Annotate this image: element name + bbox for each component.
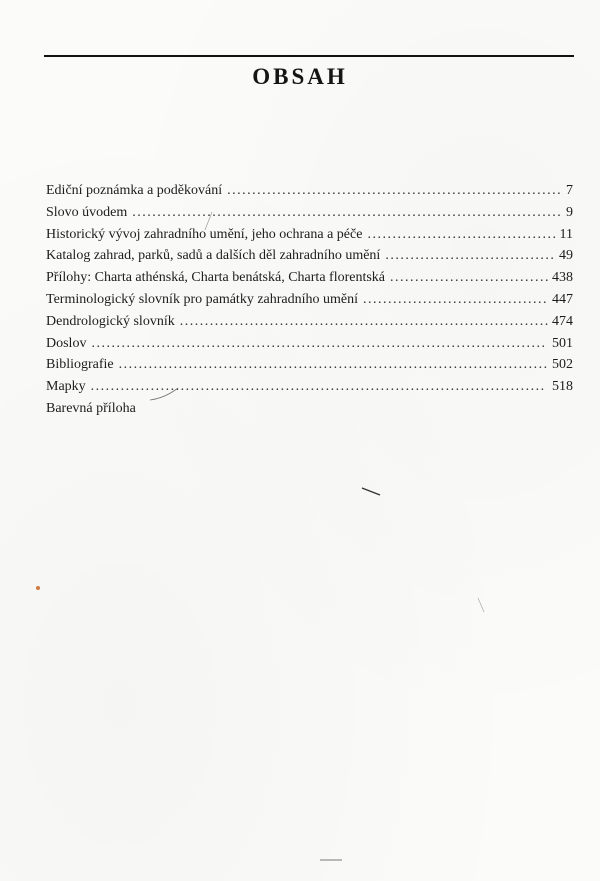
toc-entry-page: 501	[552, 335, 573, 351]
toc-dot-leader	[91, 333, 548, 355]
toc-entry[interactable]	[46, 180, 573, 202]
toc-entry-title: Katalog zahrad, parků, sadů a dalších děl zahradního umění	[46, 248, 381, 264]
toc-entry-page: 49	[559, 248, 573, 264]
toc-entry-title: Slovo úvodem	[46, 204, 128, 220]
toc-dot-leader	[367, 224, 555, 246]
toc-entry-title: Bibliografie	[46, 357, 114, 373]
toc-entry-title: Přílohy: Charta athénská, Charta benátská, Charta florentská	[46, 270, 386, 286]
toc-entry-title: Dendrologický slovník	[46, 313, 175, 329]
toc-dot-leader	[119, 354, 548, 376]
toc-entry[interactable]	[46, 311, 573, 333]
toc-entry-title: Terminologický slovník pro památky zahradního umění	[46, 291, 359, 307]
toc-entry[interactable]	[46, 398, 573, 420]
table-of-contents	[46, 180, 573, 420]
page-title: OBSAH	[252, 64, 348, 89]
toc-entry-page: 447	[552, 291, 573, 307]
toc-entry[interactable]	[46, 267, 573, 289]
toc-entry-title: Ediční poznámka a poděkování	[46, 183, 223, 198]
toc-entry-page: 11	[559, 226, 573, 242]
toc-entry-title: Historický vývoj zahradního umění, jeho ochrana a péče	[46, 226, 363, 242]
toc-entry-page: 474	[552, 313, 573, 329]
toc-entry[interactable]	[46, 289, 573, 311]
toc-dot-leader	[91, 376, 548, 398]
toc-dot-leader	[132, 202, 562, 224]
toc-entry[interactable]	[46, 354, 573, 376]
toc-entry-title: Doslov	[46, 335, 87, 351]
toc-dot-leader	[180, 311, 548, 333]
toc-dot-leader	[227, 180, 562, 202]
toc-entry-page: 7	[566, 183, 573, 198]
toc-entry[interactable]	[46, 224, 573, 246]
toc-entry[interactable]	[46, 245, 573, 267]
toc-entry-title: Barevná příloha	[46, 400, 136, 416]
toc-entry-page: 502	[552, 357, 573, 373]
header-rule	[44, 55, 574, 57]
toc-entry-title: Mapky	[46, 379, 86, 395]
toc-entry[interactable]	[46, 202, 573, 224]
toc-dot-leader	[390, 267, 548, 289]
toc-entry-page: 518	[552, 379, 573, 395]
toc-dot-leader	[385, 245, 555, 267]
toc-entry[interactable]	[46, 333, 573, 355]
toc-entry-page: 9	[566, 204, 573, 220]
toc-dot-leader	[363, 289, 548, 311]
toc-entry[interactable]	[46, 376, 573, 398]
toc-entry-page: 438	[552, 270, 573, 286]
